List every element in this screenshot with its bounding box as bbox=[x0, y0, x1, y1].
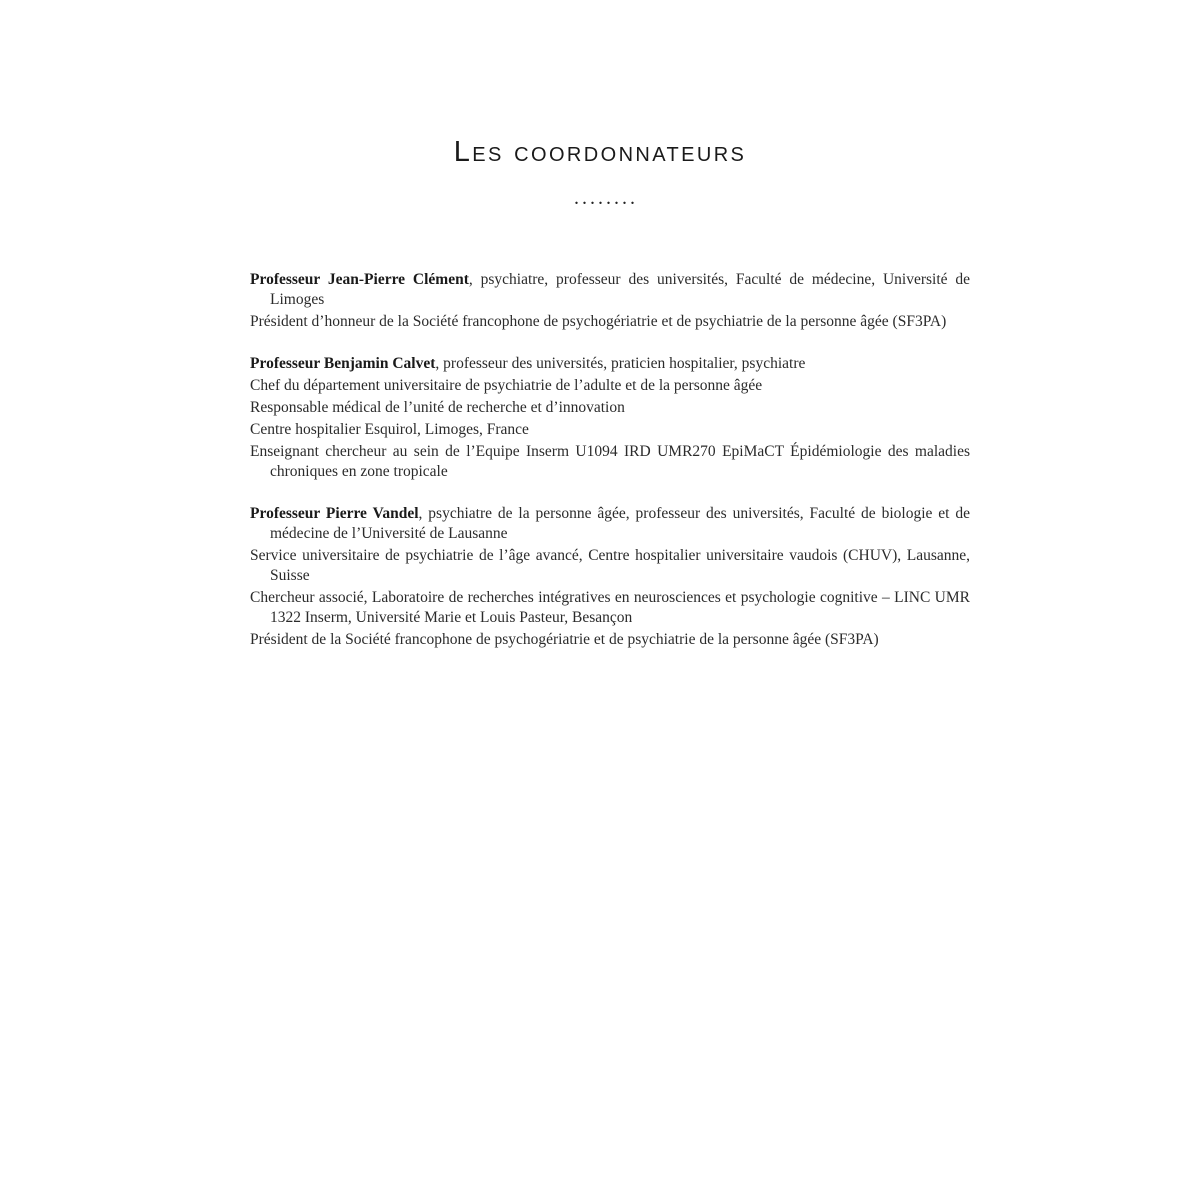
page-title: Les coordonnateurs bbox=[453, 136, 747, 168]
title-ornament-dots: ........ bbox=[574, 187, 638, 209]
coordinator-headline bbox=[250, 270, 970, 310]
coordinator-affiliation: Chef du département universitaire de psychiatrie de l’adulte et de la personne âgée bbox=[250, 377, 763, 394]
coordinators-list bbox=[250, 270, 970, 672]
coordinator-calvet bbox=[250, 354, 970, 482]
coordinator-name: Professeur Pierre Vandel bbox=[250, 505, 419, 522]
coordinator-headline bbox=[250, 504, 970, 544]
coordinator-affiliation: Responsable médical de l’unité de recherche et d’innovation bbox=[250, 399, 625, 416]
coordinator-affiliation: Enseignant chercheur au sein de l’Equipe Inserm U1094 IRD UMR270 EpiMaCT Épidémiologie des maladies chroniques en zone tropicale bbox=[250, 443, 970, 480]
coordinator-vandel bbox=[250, 504, 970, 650]
coordinator-name: Professeur Benjamin Calvet bbox=[250, 355, 436, 372]
coordinator-affiliation: Président de la Société francophone de psychogériatrie et de psychiatrie de la personne âgée (SF3PA) bbox=[250, 631, 879, 648]
coordinator-name: Professeur Jean-Pierre Clément bbox=[250, 271, 469, 288]
coordinator-affiliation: Chercheur associé, Laboratoire de recherches intégratives en neurosciences et psychologie cognitive – LINC UMR 1322 Inserm, Université Marie et Louis Pasteur, Besançon bbox=[250, 589, 970, 626]
coordinator-headline bbox=[250, 354, 970, 374]
coordinator-titles: , psychiatre de la personne âgée, professeur des universités, Faculté de biologie et de médecine de l’Université de Lausanne bbox=[270, 505, 971, 542]
coordinator-affiliation: Service universitaire de psychiatrie de l’âge avancé, Centre hospitalier universitaire vaudois (CHUV), Lausanne, Suisse bbox=[250, 547, 970, 584]
coordinator-affiliation: Président d’honneur de la Société francophone de psychogériatrie et de psychiatrie de la personne âgée (SF3PA) bbox=[250, 313, 947, 330]
coordinator-affiliation: Centre hospitalier Esquirol, Limoges, France bbox=[250, 421, 529, 438]
coordinator-clement bbox=[250, 270, 970, 332]
coordinator-titles: , psychiatre, professeur des universités, Faculté de médecine, Université de Limoges bbox=[270, 271, 970, 308]
coordinator-titles: , professeur des universités, praticien hospitalier, psychiatre bbox=[435, 355, 806, 372]
